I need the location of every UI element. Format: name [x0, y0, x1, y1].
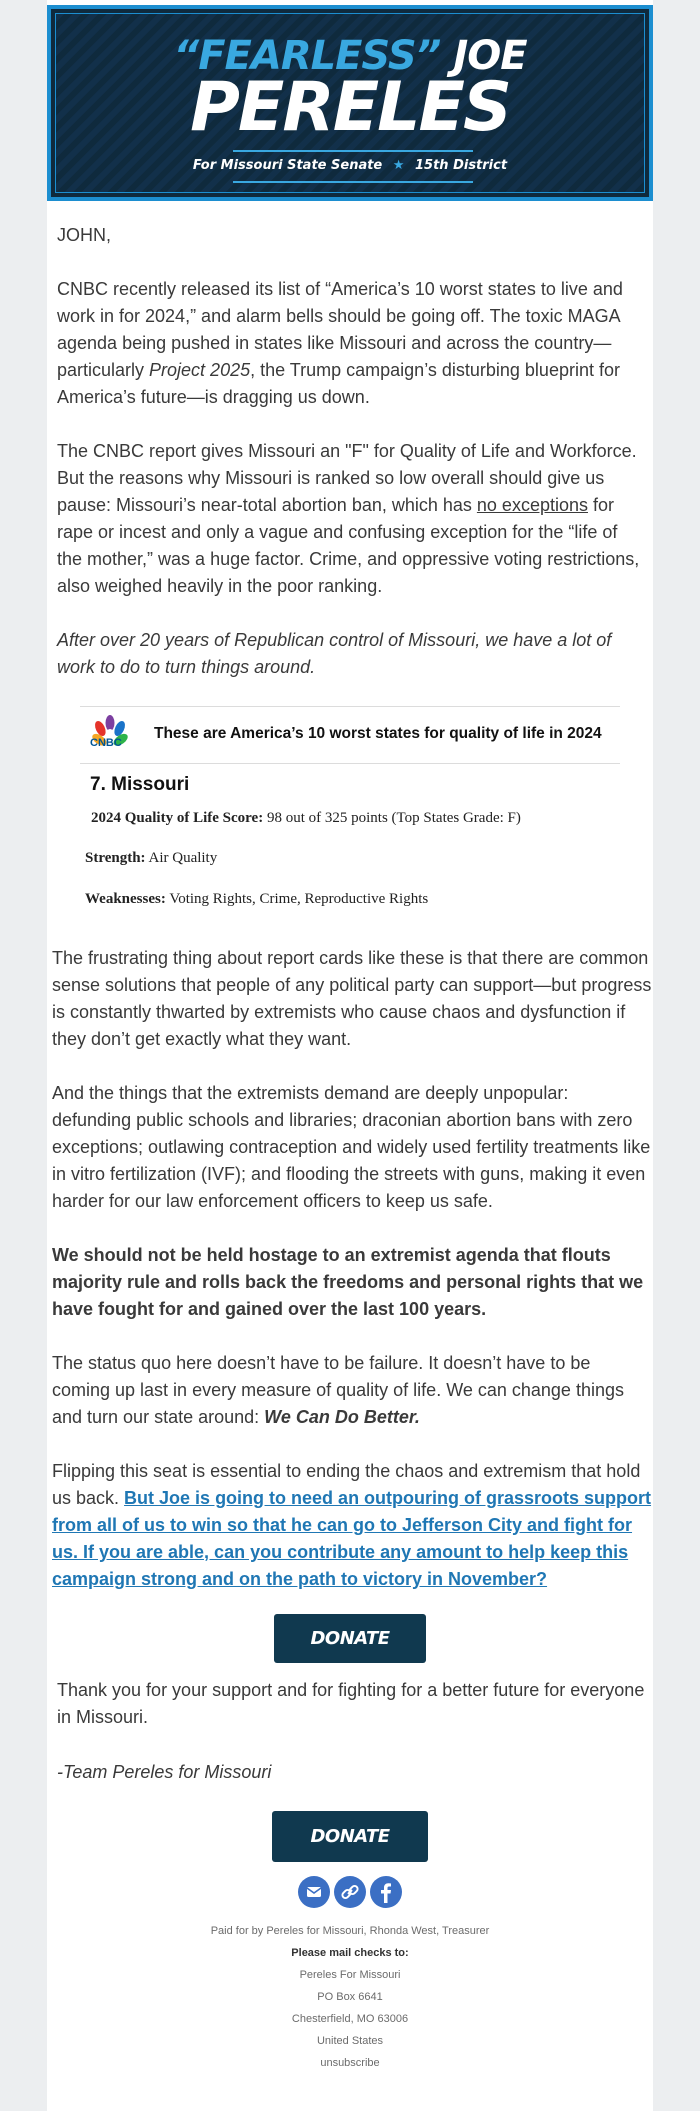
banner-background — [55, 13, 645, 193]
donate-button-2[interactable]: DONATE — [272, 1811, 428, 1862]
po-box: PO Box 6641 — [317, 1991, 383, 2003]
paragraph-thank-you: Thank you for your support and for fighting for a better future for everyone in Missouri. — [57, 1680, 645, 1727]
paragraph-flipping-seat — [52, 1458, 652, 1593]
banner-first-name: JOE — [453, 33, 527, 79]
paragraph-report-cards: The frustrating thing about report cards like these is that there are common sense solutions that people of any political party can support—but progress is constantly thwarted by extremists who cause chaos and dysfunction if they don’t get exactly what they want. — [52, 948, 652, 1049]
p1-text: CNBC recently released its list of “America’s 10 worst states to live and work in for 2024,” and alarm bells should be going off. The toxic MAGA agenda being pushed in states like Missouri and across the country—particularly — [57, 279, 623, 380]
banner-nickname: “FEARLESS” — [173, 33, 441, 79]
header-banner — [47, 5, 653, 201]
banner-district: 15th District — [414, 158, 508, 173]
country: United States — [316, 2035, 384, 2047]
cnbc-rank: 7. Missouri — [90, 774, 190, 795]
paragraph-republican-control: After over 20 years of Republican control of Missouri, we have a lot of work to do to turn things around. — [57, 630, 612, 677]
paragraph-cnbc-report — [57, 438, 647, 600]
project-2025: Project 2025 — [149, 360, 251, 380]
weakness-value: Voting Rights, Crime, Reproductive Rights — [165, 891, 429, 907]
p7-text: The status quo here doesn’t have to be failure. It doesn’t have to be coming up last in every measure of quality of life. We can change things and turn our state around: — [52, 1353, 624, 1427]
banner-divider-top — [233, 150, 473, 152]
p2-text: The CNBC report gives Missouri an "F" for Quality of Life and Workforce. But the reasons why Missouri is ranked so low overall should give us pause: Missouri’s near-total abortion ban, which has — [57, 441, 637, 515]
banner-divider-bottom — [233, 181, 473, 183]
banner-tagline — [56, 157, 644, 175]
cnbc-strength-row — [85, 850, 217, 867]
banner-surname: PERELES — [190, 68, 510, 147]
score-label: 2024 Quality of Life Score: — [91, 810, 264, 826]
city-state-zip: Chesterfield, MO 63006 — [291, 2013, 409, 2025]
strength-label: Strength: — [85, 850, 146, 866]
we-can-do-better: We Can Do Better. — [264, 1407, 420, 1427]
cnbc-header — [80, 706, 620, 764]
p2-tail: for rape or incest and only a vague and confusing exception for the “life of the mother,” was a huge factor. Crime, and oppressive voting restrictions, also weighed heavily in the poor ranking. — [57, 495, 640, 596]
cnbc-peacock-icon — [88, 715, 132, 755]
strength-value: Air Quality — [145, 850, 218, 866]
p1-tail: , the Trump campaign’s disturbing blueprint for America’s future—is dragging us down. — [57, 360, 620, 407]
star-icon: ★ — [392, 158, 405, 173]
banner-office: For Missouri State Senate — [192, 158, 383, 173]
cnbc-score-row — [91, 810, 521, 827]
score-value: 98 out of 325 points (Top States Grade: F) — [263, 810, 521, 826]
p8-text: Flipping this seat is essential to ending the chaos and extremism that hold us back. — [52, 1461, 641, 1508]
cnbc-weakness-row — [85, 891, 428, 908]
cnbc-headline: These are America’s 10 worst states for quality of life in 2024 — [154, 725, 602, 742]
signoff: -Team Pereles for Missouri — [57, 1762, 272, 1782]
donate-button[interactable]: DONATE — [274, 1614, 426, 1663]
paragraph-held-hostage: We should not be held hostage to an extremist agenda that flouts majority rule and rolls back the freedoms and personal rights that we have fought for and gained over the last 100 years. — [52, 1245, 644, 1319]
mail-checks-heading: Please mail checks to: — [291, 1947, 409, 1959]
paragraph-cnbc-list — [57, 276, 647, 411]
facebook-share-icon[interactable] — [370, 1876, 402, 1908]
link-share-icon[interactable] — [334, 1876, 366, 1908]
org-name: Pereles For Missouri — [299, 1969, 401, 1981]
cnbc-excerpt-image — [80, 706, 620, 920]
unsubscribe-link[interactable]: unsubscribe — [320, 2057, 380, 2069]
paid-for-disclaimer: Paid for by Pereles for Missouri, Rhonda West, Treasurer — [210, 1925, 490, 1937]
weakness-label: Weaknesses: — [85, 891, 166, 907]
paragraph-status-quo — [52, 1350, 652, 1431]
email-share-icon[interactable] — [298, 1876, 330, 1908]
paragraph-extremist-demands: And the things that the extremists demand are deeply unpopular: defunding public schools and libraries; draconian abortion bans with zero exceptions; outlawing contraception and widely used fertility treatments like in vitro fertilization (IVF); and flooding the streets with guns, making it even harder for our law enforcement officers to keep us safe. — [52, 1083, 651, 1211]
greeting: JOHN, — [57, 225, 111, 245]
contribute-link[interactable]: But Joe is going to need an outpouring of grassroots support from all of us to win so that he can go to Jefferson City and fight for us. If you are able, can you contribute any amount to help keep this campaign strong and on the path to victory in November? — [52, 1488, 652, 1589]
cnbc-logo-text: CNBC — [90, 737, 122, 749]
no-exceptions-text: no exceptions — [476, 495, 588, 515]
